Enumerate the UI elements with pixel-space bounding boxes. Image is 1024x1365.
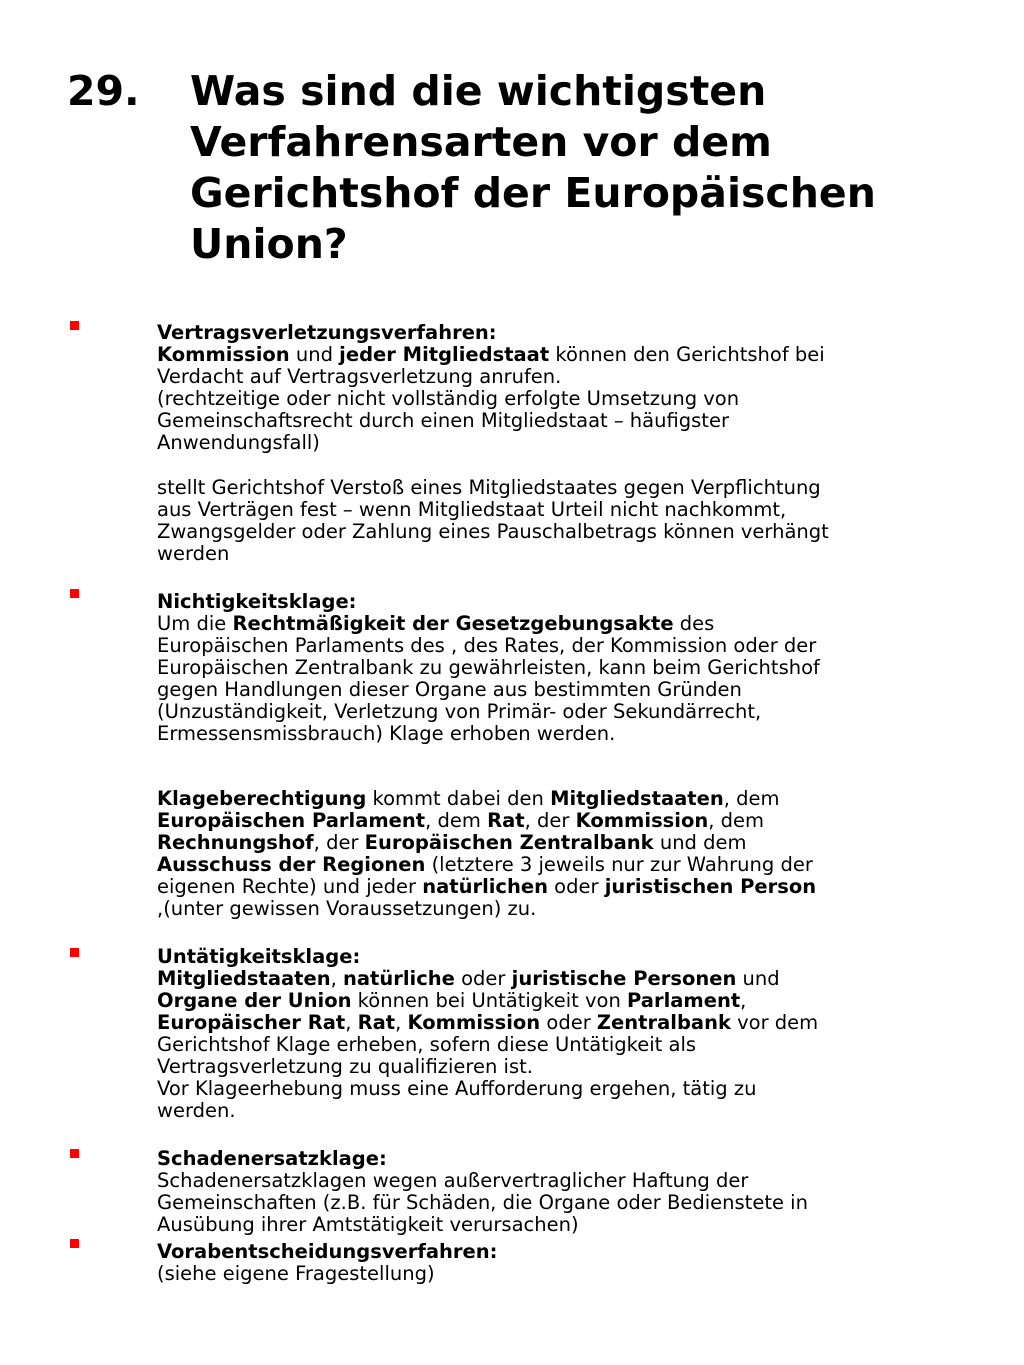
text-line: Gerichtshof Klage erheben, sofern diese Untätigkeit als bbox=[157, 1033, 697, 1056]
title-line: Union? bbox=[190, 220, 348, 268]
text-line: werden bbox=[157, 542, 230, 565]
text-line: Europäischen Parlaments des , des Rates, der Kommission oder der bbox=[157, 634, 817, 657]
title-line: Verfahrensarten vor dem bbox=[190, 118, 772, 166]
text-line: Gemeinschaftsrecht durch einen Mitgliedstaat – häufigster bbox=[157, 409, 729, 432]
question-number: 29. bbox=[67, 67, 140, 115]
section-heading: Vorabentscheidungsverfahren: bbox=[157, 1240, 498, 1263]
text-line: Europäischer Rat, Rat, Kommission oder Zentralbank vor dem bbox=[157, 1011, 819, 1034]
text-line: Gemeinschaften (z.B. für Schäden, die Organe oder Bedienstete in bbox=[157, 1191, 808, 1214]
text-line: Ausschuss der Regionen (letztere 3 jeweils nur zur Wahrung der bbox=[157, 853, 813, 876]
section-heading: Schadenersatzklage: bbox=[157, 1147, 387, 1170]
section-vertragsverletzung-continued bbox=[157, 477, 977, 565]
section-vorabentscheidungsverfahren bbox=[157, 1241, 977, 1285]
text-line: Europäischen Parlament, dem Rat, der Kommission, dem bbox=[157, 809, 765, 832]
section-schadenersatzklage bbox=[157, 1148, 977, 1236]
section-klageberechtigung bbox=[157, 788, 977, 920]
text-line: Organe der Union können bei Untätigkeit von Parlament, bbox=[157, 989, 747, 1012]
text-line: Vor Klageerhebung muss eine Aufforderung ergehen, tätig zu bbox=[157, 1077, 757, 1100]
page-title bbox=[190, 66, 990, 270]
text-line: ,(unter gewissen Voraussetzungen) zu. bbox=[157, 897, 537, 920]
text-line: (Unzuständigkeit, Verletzung von Primär- oder Sekundärrecht, bbox=[157, 700, 762, 723]
bullet-square-icon bbox=[70, 1149, 79, 1158]
section-vertragsverletzung bbox=[157, 322, 977, 454]
text-line: gegen Handlungen dieser Organe aus bestimmten Gründen bbox=[157, 678, 742, 701]
text-line: Europäischen Zentralbank zu gewährleisten, kann beim Gerichtshof bbox=[157, 656, 820, 679]
text-line: Kommission und jeder Mitgliedstaat können den Gerichtshof bei bbox=[157, 343, 825, 366]
section-untaetigkeitsklage bbox=[157, 946, 977, 1122]
text-line: eigenen Rechte) und jeder natürlichen oder juristischen Person bbox=[157, 875, 817, 898]
text-line: Zwangsgelder oder Zahlung eines Pauschalbetrags können verhängt bbox=[157, 520, 829, 543]
title-line: Gerichtshof der Europäischen bbox=[190, 169, 876, 217]
text-line: Klageberechtigung kommt dabei den Mitgliedstaaten, dem bbox=[157, 787, 780, 810]
bullet-square-icon bbox=[70, 589, 79, 598]
section-heading: Vertragsverletzungsverfahren: bbox=[157, 321, 497, 344]
text-line: stellt Gerichtshof Verstoß eines Mitgliedstaates gegen Verpflichtung bbox=[157, 476, 821, 499]
text-line: (siehe eigene Fragestellung) bbox=[157, 1262, 435, 1285]
text-line: Anwendungsfall) bbox=[157, 431, 320, 454]
bullet-square-icon bbox=[70, 321, 79, 330]
section-heading: Untätigkeitsklage: bbox=[157, 945, 361, 968]
bullet-square-icon bbox=[70, 948, 79, 957]
text-line: Vertragsverletzung zu qualifizieren ist. bbox=[157, 1055, 533, 1078]
text-line: werden. bbox=[157, 1099, 236, 1122]
bullet-square-icon bbox=[70, 1239, 79, 1248]
text-line: Um die Rechtmäßigkeit der Gesetzgebungsakte des bbox=[157, 612, 715, 635]
text-line: aus Verträgen fest – wenn Mitgliedstaat Urteil nicht nachkommt, bbox=[157, 498, 787, 521]
text-line: Verdacht auf Vertragsverletzung anrufen. bbox=[157, 365, 562, 388]
title-line: Was sind die wichtigsten bbox=[190, 67, 767, 115]
section-nichtigkeitsklage bbox=[157, 591, 977, 745]
section-heading: Nichtigkeitsklage: bbox=[157, 590, 357, 613]
text-line: Rechnungshof, der Europäischen Zentralbank und dem bbox=[157, 831, 747, 854]
text-line: Ermessensmissbrauch) Klage erhoben werden. bbox=[157, 722, 616, 745]
text-line: (rechtzeitige oder nicht vollständig erfolgte Umsetzung von bbox=[157, 387, 740, 410]
text-line: Ausübung ihrer Amtstätigkeit verursachen) bbox=[157, 1213, 579, 1236]
text-line: Mitgliedstaaten, natürliche oder juristische Personen und bbox=[157, 967, 780, 990]
text-line: Schadenersatzklagen wegen außervertraglicher Haftung der bbox=[157, 1169, 749, 1192]
